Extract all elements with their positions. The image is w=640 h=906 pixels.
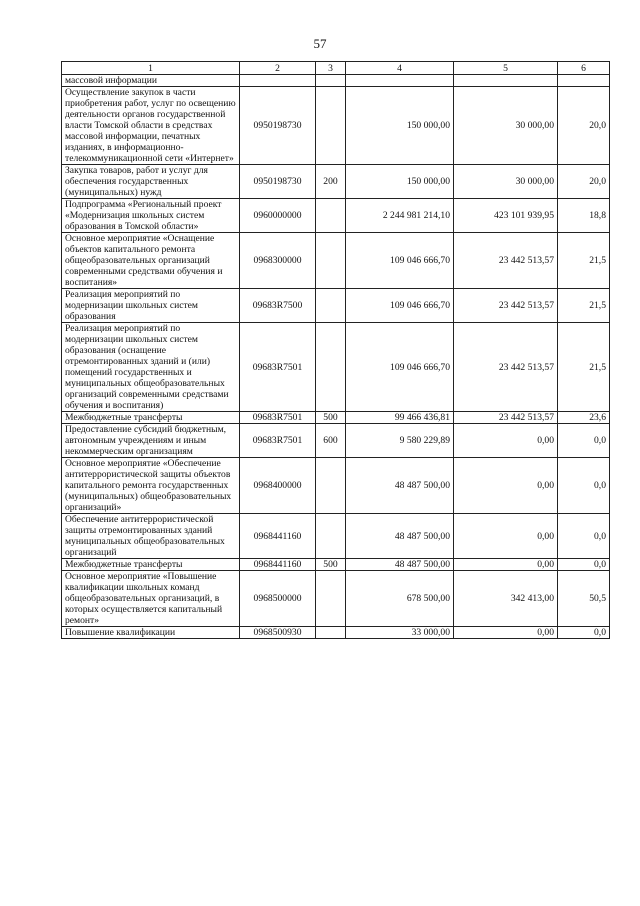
table-row xyxy=(62,514,610,559)
row-pct: 23,6 xyxy=(558,412,610,424)
row-plan xyxy=(346,75,454,87)
row-name: Повышение квалификации xyxy=(62,627,240,639)
table-row xyxy=(62,559,610,571)
row-code: 0968441160 xyxy=(240,514,316,559)
row-fact: 30 000,00 xyxy=(454,87,558,165)
row-kvr: 500 xyxy=(316,559,346,571)
row-plan: 9 580 229,89 xyxy=(346,424,454,458)
row-code: 0968500000 xyxy=(240,571,316,627)
row-plan: 150 000,00 xyxy=(346,87,454,165)
row-name: Осуществление закупок в части приобретения работ, услуг по освещению деятельности органов государственной власти Томской области в средствах массовой информации, печатных изданиях, в информационно-телекоммуникационной сети «Интернет» xyxy=(62,87,240,165)
table-row xyxy=(62,75,610,87)
row-kvr xyxy=(316,627,346,639)
row-pct: 20,0 xyxy=(558,165,610,199)
table-row xyxy=(62,412,610,424)
table-row xyxy=(62,233,610,289)
row-fact: 0,00 xyxy=(454,458,558,514)
row-name: Межбюджетные трансферты xyxy=(62,412,240,424)
header-cell-name: 1 xyxy=(62,62,240,75)
row-plan: 109 046 666,70 xyxy=(346,233,454,289)
row-plan: 99 466 436,81 xyxy=(346,412,454,424)
budget-table xyxy=(61,61,610,639)
row-pct: 0,0 xyxy=(558,424,610,458)
row-fact: 30 000,00 xyxy=(454,165,558,199)
table-row xyxy=(62,165,610,199)
row-code: 0968300000 xyxy=(240,233,316,289)
row-kvr xyxy=(316,199,346,233)
header-cell-fact: 5 xyxy=(454,62,558,75)
row-kvr xyxy=(316,87,346,165)
row-pct: 50,5 xyxy=(558,571,610,627)
row-plan: 678 500,00 xyxy=(346,571,454,627)
row-fact: 0,00 xyxy=(454,627,558,639)
table-row xyxy=(62,87,610,165)
row-plan: 48 487 500,00 xyxy=(346,559,454,571)
row-name: Обеспечение антитеррористической защиты отремонтированных зданий муниципальных общеобразовательных организаций xyxy=(62,514,240,559)
row-name: Предоставление субсидий бюджетным, автономным учреждениям и иным некоммерческим организациям xyxy=(62,424,240,458)
row-pct: 0,0 xyxy=(558,514,610,559)
row-code: 09683R7500 xyxy=(240,289,316,323)
row-plan: 2 244 981 214,10 xyxy=(346,199,454,233)
row-plan: 48 487 500,00 xyxy=(346,514,454,559)
row-fact: 23 442 513,57 xyxy=(454,233,558,289)
table-row xyxy=(62,458,610,514)
row-fact: 23 442 513,57 xyxy=(454,323,558,412)
table-row xyxy=(62,199,610,233)
row-pct: 20,0 xyxy=(558,87,610,165)
row-pct: 0,0 xyxy=(558,559,610,571)
row-pct: 0,0 xyxy=(558,627,610,639)
row-name: массовой информации xyxy=(62,75,240,87)
row-pct xyxy=(558,75,610,87)
row-code: 0950198730 xyxy=(240,87,316,165)
header-row xyxy=(62,62,610,75)
row-fact: 0,00 xyxy=(454,514,558,559)
row-code: 09683R7501 xyxy=(240,323,316,412)
row-fact: 342 413,00 xyxy=(454,571,558,627)
row-code: 0950198730 xyxy=(240,165,316,199)
row-pct: 21,5 xyxy=(558,289,610,323)
row-code xyxy=(240,75,316,87)
row-plan: 109 046 666,70 xyxy=(346,323,454,412)
row-fact: 23 442 513,57 xyxy=(454,412,558,424)
row-kvr: 500 xyxy=(316,412,346,424)
row-kvr: 600 xyxy=(316,424,346,458)
row-code: 0968400000 xyxy=(240,458,316,514)
row-plan: 150 000,00 xyxy=(346,165,454,199)
row-code: 09683R7501 xyxy=(240,424,316,458)
page-number: 57 xyxy=(313,36,327,51)
row-name: Основное мероприятие «Повышение квалификации школьных команд общеобразовательных организаций, в которых осуществляется капитальный ремонт» xyxy=(62,571,240,627)
row-fact: 0,00 xyxy=(454,424,558,458)
row-name: Межбюджетные трансферты xyxy=(62,559,240,571)
header-cell-pct: 6 xyxy=(558,62,610,75)
row-kvr xyxy=(316,289,346,323)
table-row xyxy=(62,627,610,639)
row-pct: 21,5 xyxy=(558,233,610,289)
table-row xyxy=(62,323,610,412)
row-name: Реализация мероприятий по модернизации школьных систем образования (оснащение отремонтированных зданий и (или) помещений государственных и муниципальных общеобразовательных организаций современными средствами обучения и воспитания) xyxy=(62,323,240,412)
row-kvr xyxy=(316,514,346,559)
row-fact: 0,00 xyxy=(454,559,558,571)
table-row xyxy=(62,289,610,323)
header-cell-code: 2 xyxy=(240,62,316,75)
row-name: Закупка товаров, работ и услуг для обеспечения государственных (муниципальных) нужд xyxy=(62,165,240,199)
row-code: 0968500930 xyxy=(240,627,316,639)
row-kvr: 200 xyxy=(316,165,346,199)
row-kvr xyxy=(316,323,346,412)
row-plan: 48 487 500,00 xyxy=(346,458,454,514)
row-name: Реализация мероприятий по модернизации школьных систем образования xyxy=(62,289,240,323)
row-code: 0968441160 xyxy=(240,559,316,571)
table-row xyxy=(62,571,610,627)
row-code: 09683R7501 xyxy=(240,412,316,424)
row-kvr xyxy=(316,571,346,627)
row-kvr xyxy=(316,75,346,87)
row-pct: 18,8 xyxy=(558,199,610,233)
header-cell-kvr: 3 xyxy=(316,62,346,75)
row-name: Основное мероприятие «Обеспечение антитеррористической защиты объектов капитального ремонта государственных (муниципальных) общеобразовательных организаций» xyxy=(62,458,240,514)
row-fact xyxy=(454,75,558,87)
row-pct: 21,5 xyxy=(558,323,610,412)
row-kvr xyxy=(316,458,346,514)
row-fact: 423 101 939,95 xyxy=(454,199,558,233)
row-code: 0960000000 xyxy=(240,199,316,233)
row-fact: 23 442 513,57 xyxy=(454,289,558,323)
row-pct: 0,0 xyxy=(558,458,610,514)
row-kvr xyxy=(316,233,346,289)
header-cell-plan: 4 xyxy=(346,62,454,75)
row-name: Подпрограмма «Региональный проект «Модернизация школьных систем образования в Томской области» xyxy=(62,199,240,233)
table-row xyxy=(62,424,610,458)
row-plan: 33 000,00 xyxy=(346,627,454,639)
row-plan: 109 046 666,70 xyxy=(346,289,454,323)
row-name: Основное мероприятие «Оснащение объектов капитального ремонта общеобразовательных организаций современными средствами обучения и воспитания» xyxy=(62,233,240,289)
